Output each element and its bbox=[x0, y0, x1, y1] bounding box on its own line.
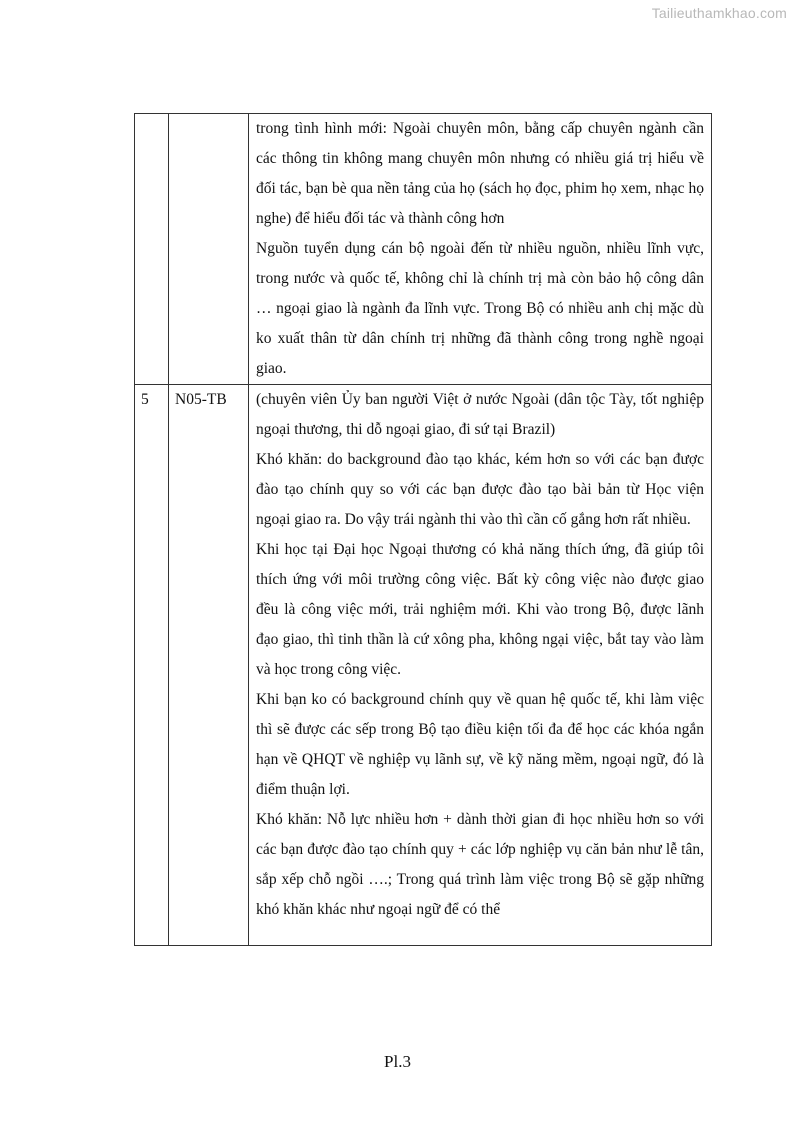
paragraph: Nguồn tuyển dụng cán bộ ngoài đến từ nhiều nguồn, nhiều lĩnh vực, trong nước và quốc tế, không chỉ là chính trị mà còn bảo hộ công dân … ngoại giao là ngành đa lĩnh vực. Trong Bộ có nhiều anh chị mặc dù ko xuất thân từ dân chính trị những đã thành công trong nghề ngoại giao. bbox=[256, 240, 704, 377]
cell-content bbox=[249, 114, 712, 385]
page-number: Pl.3 bbox=[384, 1052, 411, 1071]
paragraph: Khi học tại Đại học Ngoại thương có khả năng thích ứng, đã giúp tôi thích ứng với môi trường công việc. Bất kỳ công việc nào được giao đều là công việc mới, trải nghiệm mới. Khi vào trong Bộ, được lãnh đạo giao, thì tinh thần là cứ xông pha, không ngại việc, bắt tay vào làm và học trong công việc. bbox=[256, 541, 704, 678]
cell-code: N05-TB bbox=[169, 385, 249, 946]
paragraph: Khó khăn: Nỗ lực nhiều hơn + dành thời gian đi học nhiều hơn so với các bạn được đào tạo chính quy + các lớp nghiệp vụ căn bản như lễ tân, sắp xếp chỗ ngồi ….; Trong quá trình làm việc trong Bộ sẽ gặp những khó khăn khác như ngoại ngữ để có thể bbox=[256, 811, 704, 918]
paragraph: (chuyên viên Ủy ban người Việt ở nước Ngoài (dân tộc Tày, tốt nghiệp ngoại thương, thi dỗ ngoại giao, đi sứ tại Brazil) bbox=[256, 391, 704, 438]
cell-number bbox=[135, 114, 169, 385]
watermark-text: Tailieuthamkhao.com bbox=[651, 5, 787, 21]
cell-code bbox=[169, 114, 249, 385]
cell-content bbox=[249, 385, 712, 946]
paragraph: Khi bạn ko có background chính quy về quan hệ quốc tế, khi làm việc thì sẽ được các sếp trong Bộ tạo điều kiện tối đa để học các khóa ngắn hạn về QHQT về nghiệp vụ lãnh sự, về kỹ năng mềm, ngoại ngữ, đó là điểm thuận lợi. bbox=[256, 691, 704, 798]
interview-table bbox=[134, 113, 712, 946]
table-row bbox=[135, 385, 712, 946]
table-row bbox=[135, 114, 712, 385]
paragraph: Khó khăn: do background đào tạo khác, kém hơn so với các bạn được đào tạo chính quy so với các bạn được đào tạo bài bản từ Học viện ngoại giao ra. Do vậy trái ngành thi vào thì cần cố gắng hơn rất nhiều. bbox=[256, 451, 704, 528]
cell-number: 5 bbox=[135, 385, 169, 946]
paragraph: trong tình hình mới: Ngoài chuyên môn, bằng cấp chuyên ngành cần các thông tin không mang chuyên môn nhưng có nhiều giá trị hiểu về đối tác, bạn bè qua nền tảng của họ (sách họ đọc, phim họ xem, nhạc họ nghe) để hiểu đối tác và thành công hơn bbox=[256, 120, 704, 227]
